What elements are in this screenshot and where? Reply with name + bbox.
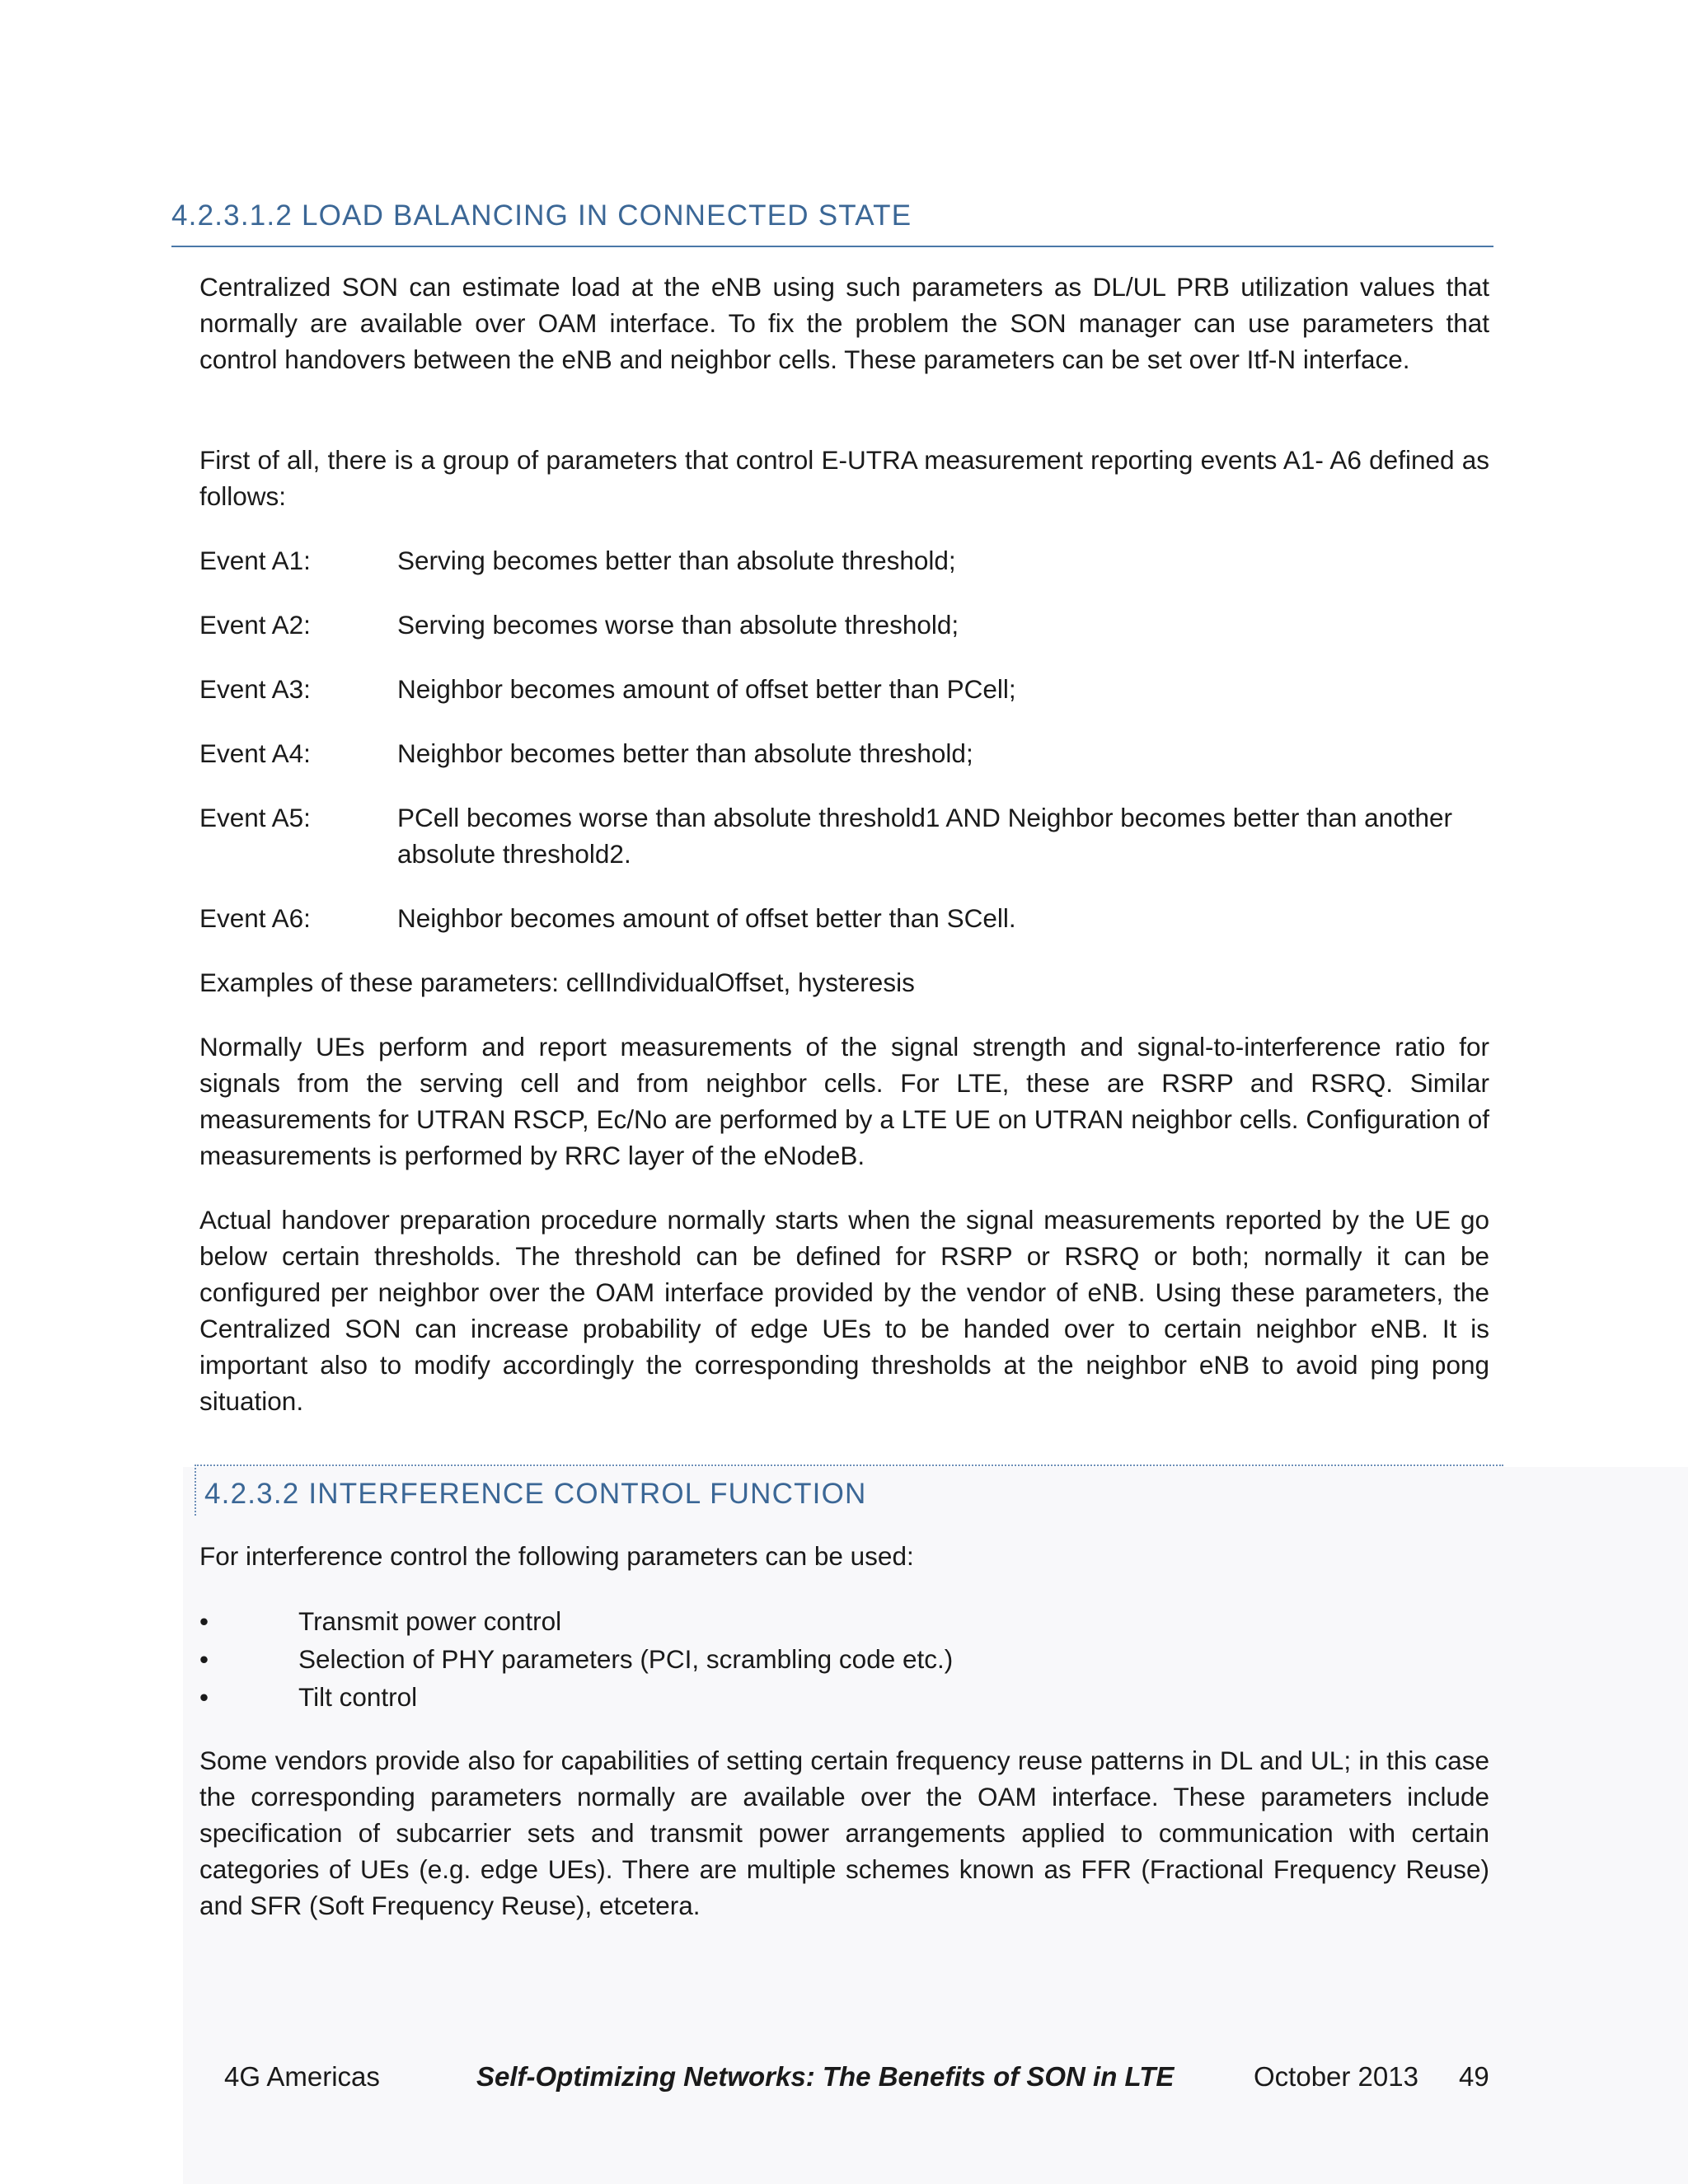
bullet-text: Selection of PHY parameters (PCI, scrambling code etc.)	[298, 1644, 954, 1674]
event-label: Event A5:	[199, 803, 311, 832]
bullet-text: Transmit power control	[298, 1606, 562, 1636]
paragraph-parameter-examples: Examples of these parameters: cellIndividualOffset, hysteresis	[199, 968, 915, 997]
bullet-icon: •	[199, 1606, 209, 1636]
paragraph-interference-intro: For interference control the following parameters can be used:	[199, 1541, 914, 1571]
event-description: Neighbor becomes better than absolute threshold;	[397, 738, 973, 768]
footer-organization: 4G Americas	[224, 2061, 380, 2092]
event-label: Event A2:	[199, 610, 311, 640]
bullet-icon: •	[199, 1682, 209, 1712]
subsection-heading: 4.2.3.2 INTERFERENCE CONTROL FUNCTION	[195, 1465, 1503, 1516]
event-label: Event A3:	[199, 674, 311, 704]
event-description: Neighbor becomes amount of offset better than PCell;	[397, 674, 1016, 704]
paragraph-measurement-events-intro: First of all, there is a group of parameters that control E-UTRA measurement reporting events A1- A6 defined as follows:	[199, 445, 1489, 511]
paragraph-son-load-estimation: Centralized SON can estimate load at the eNB using such parameters as DL/UL PRB utilization values that normally are available over OAM interface. To fix the problem the SON manager can use parameters that control handovers between the eNB and neighbor cells. These parameters can be set over Itf-N interface.	[199, 272, 1489, 374]
footer-page-number: 49	[1459, 2061, 1489, 2092]
section-heading: 4.2.3.1.2 LOAD BALANCING IN CONNECTED STATE	[171, 196, 1493, 247]
paragraph-frequency-reuse: Some vendors provide also for capabilities of setting certain frequency reuse patterns in DL and UL; in this case the corresponding parameters normally are available over the OAM interface. These parameters include specification of subcarrier sets and transmit power arrangements applied to communication with certain categories of UEs (e.g. edge UEs). There are multiple schemes known as FFR (Fractional Frequency Reuse) and SFR (Soft Frequency Reuse), etcetera.	[199, 1746, 1489, 1920]
event-description: Neighbor becomes amount of offset better than SCell.	[397, 903, 1016, 933]
event-label: Event A4:	[199, 738, 311, 768]
paragraph-ue-measurements: Normally UEs perform and report measurements of the signal strength and signal-to-interference ratio for signals from the serving cell and from neighbor cells. For LTE, these are RSRP and RSRQ. Similar measurements for UTRAN RSCP, Ec/No are performed by a LTE UE on UTRAN neighbor cells. Configuration of measurements is performed by RRC layer of the eNodeB.	[199, 1032, 1489, 1170]
footer-document-title: Self-Optimizing Networks: The Benefits of SON in LTE	[476, 2061, 1175, 2092]
footer-date: October 2013	[1254, 2061, 1418, 2092]
event-description: Serving becomes worse than absolute threshold;	[397, 610, 959, 640]
event-description: PCell becomes worse than absolute threshold1 AND Neighbor becomes better than another absolute threshold2.	[397, 803, 1452, 869]
event-description: Serving becomes better than absolute threshold;	[397, 546, 956, 575]
bullet-icon: •	[199, 1644, 209, 1674]
bullet-text: Tilt control	[298, 1682, 418, 1712]
event-label: Event A1:	[199, 546, 311, 575]
paragraph-handover-preparation: Actual handover preparation procedure normally starts when the signal measurements reported by the UE go below certain thresholds. The threshold can be defined for RSRP or RSRQ or both; normally it can be configured per neighbor over the OAM interface provided by the vendor of eNB. Using these parameters, the Centralized SON can increase probability of edge UEs to be handed over to certain neighbor eNB. It is important also to modify accordingly the corresponding thresholds at the neighbor eNB to avoid ping pong situation.	[199, 1205, 1489, 1416]
event-label: Event A6:	[199, 903, 311, 933]
